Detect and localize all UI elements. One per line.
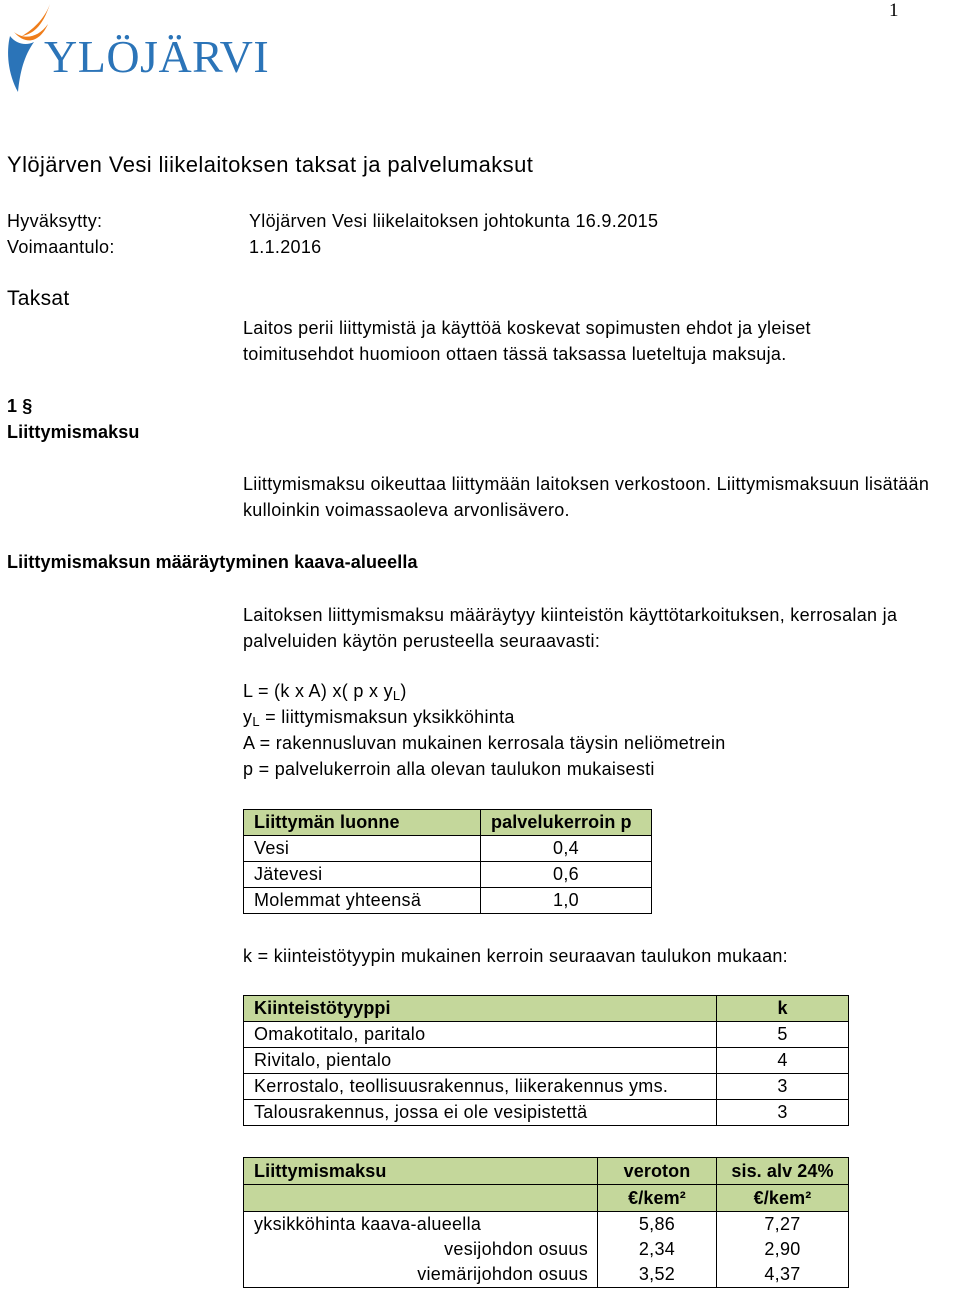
taksat-heading: Taksat — [7, 287, 70, 310]
section-number: 1 § — [7, 396, 33, 416]
approved-value: Ylöjärven Vesi liikelaitoksen johtokunta 16.9.2015 — [249, 211, 659, 231]
logo-text: YLÖJÄRVI — [44, 31, 270, 82]
table-cell: 4,37 — [717, 1262, 849, 1288]
table-header-cell: €/kem² — [598, 1185, 717, 1212]
table-cell: Vesi — [244, 836, 481, 862]
table-header-cell: sis. alv 24% — [717, 1158, 849, 1185]
taksat-text: Laitos perii liittymistä ja käyttöä koskevat sopimusten ehdot ja yleiset toimitusehdot huomioon ottaen tässä taksassa lueteltuja maksuja. — [243, 318, 811, 364]
table-row — [244, 1100, 849, 1126]
effective-value: 1.1.2016 — [249, 237, 322, 257]
table-header-cell: palvelukerroin p — [481, 810, 652, 836]
table-cell: 7,27 — [717, 1212, 849, 1238]
table-header-cell: Liittymismaksu — [244, 1158, 598, 1185]
table-row — [244, 1048, 849, 1074]
table-header-cell: Liittymän luonne — [244, 810, 481, 836]
section-heading: Liittymismaksu — [7, 422, 140, 442]
table-cell: Talousrakennus, jossa ei ole vesipistettä — [244, 1100, 717, 1126]
fee-formula: L = (k x A) x( p x yL) — [243, 681, 407, 703]
table-cell: 5,86 — [598, 1212, 717, 1238]
table-cell: Rivitalo, pientalo — [244, 1048, 717, 1074]
table-cell: 5 — [717, 1022, 849, 1048]
table-cell: vesijohdon osuus — [244, 1237, 598, 1262]
page-title: Ylöjärven Vesi liikelaitoksen taksat ja palvelumaksut — [7, 152, 534, 177]
table-header-cell: Kiinteistötyyppi — [244, 996, 717, 1022]
table-header-cell — [244, 1185, 598, 1212]
table-cell: viemärijohdon osuus — [244, 1262, 598, 1288]
table-cell: 1,0 — [481, 888, 652, 914]
ylojarvi-logo — [4, 2, 270, 97]
table-cell: 0,4 — [481, 836, 652, 862]
effective-label: Voimaantulo: — [7, 237, 115, 257]
table-row — [244, 1074, 849, 1100]
k-factor-text: k = kiinteistötyypin mukainen kerroin seuraavan taulukon mukaan: — [243, 946, 788, 966]
table-cell: 2,34 — [598, 1237, 717, 1262]
approved-label: Hyväksytty: — [7, 211, 103, 231]
table-cell: Kerrostalo, teollisuusrakennus, liikerakennus yms. — [244, 1074, 717, 1100]
table-row — [244, 1237, 849, 1262]
table-cell: 3,52 — [598, 1262, 717, 1288]
table-cell: Molemmat yhteensä — [244, 888, 481, 914]
table-header-row — [244, 810, 652, 836]
table-cell: 3 — [717, 1074, 849, 1100]
table-cell: 3 — [717, 1100, 849, 1126]
table-header-row — [244, 1158, 849, 1185]
table-cell: Jätevesi — [244, 862, 481, 888]
service-factor-table — [243, 809, 652, 914]
definition-a: A = rakennusluvan mukainen kerrosala täysin neliömetrein — [243, 733, 726, 753]
table-row — [244, 862, 652, 888]
table-row — [244, 1022, 849, 1048]
section-text: Liittymismaksu oikeuttaa liittymään laitoksen verkostoon. Liittymismaksuun lisätään kulloinkin voimassaoleva arvonlisävero. — [243, 474, 930, 520]
table-header-row — [244, 996, 849, 1022]
table-row — [244, 836, 652, 862]
table-row — [244, 1212, 849, 1238]
table-header-cell: €/kem² — [717, 1185, 849, 1212]
table-cell: 2,90 — [717, 1237, 849, 1262]
table-cell: Omakotitalo, paritalo — [244, 1022, 717, 1048]
table-cell: 4 — [717, 1048, 849, 1074]
table-cell: 0,6 — [481, 862, 652, 888]
page-number: 1 — [889, 0, 899, 21]
kaava-heading: Liittymismaksun määräytyminen kaava-alueella — [7, 552, 418, 572]
definition-p: p = palvelukerroin alla olevan taulukon mukaisesti — [243, 759, 655, 779]
table-cell: yksikköhinta kaava-alueella — [244, 1212, 598, 1238]
table-row — [244, 1262, 849, 1288]
table-header-cell: k — [717, 996, 849, 1022]
connection-fee-table — [243, 1157, 849, 1288]
table-header-cell: veroton — [598, 1158, 717, 1185]
property-type-table — [243, 995, 849, 1126]
kaava-text: Laitoksen liittymismaksu määräytyy kiinteistön käyttötarkoituksen, kerrosalan ja palveluiden käytön perusteella seuraavasti: — [243, 605, 898, 651]
definition-y: yL = liittymismaksun yksikköhinta — [243, 707, 515, 729]
table-header-row — [244, 1185, 849, 1212]
table-row — [244, 888, 652, 914]
